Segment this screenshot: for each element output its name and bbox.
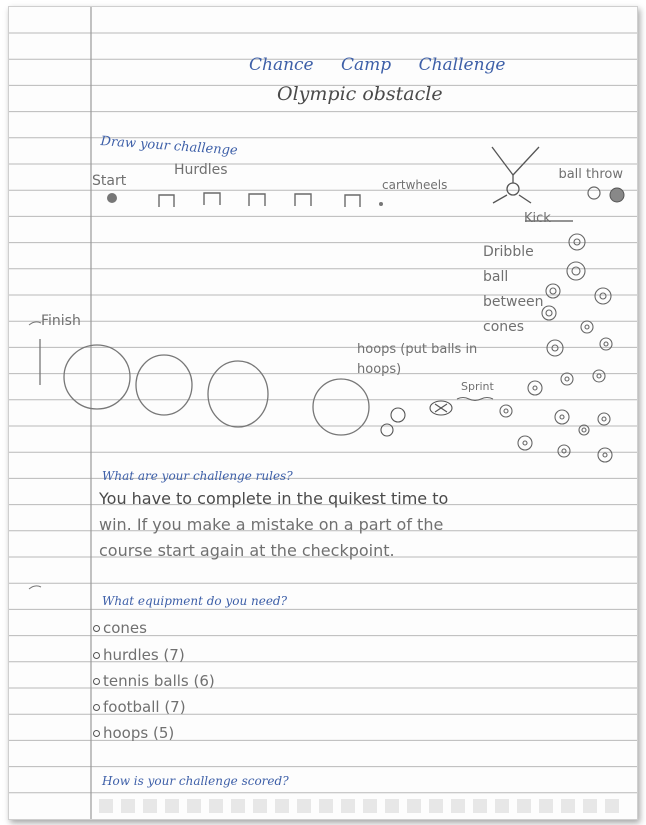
- dribble-label: Dribble ball between cones: [483, 244, 544, 335]
- bullet-icon: [93, 625, 100, 632]
- equipment-question: What equipment do you need?: [102, 594, 288, 608]
- bullet-icon: [93, 678, 100, 685]
- rules-question: What are your challenge rules?: [102, 469, 293, 483]
- hurdles-label: Hurdles: [174, 162, 228, 178]
- equipment-item: hoops (5): [93, 726, 174, 741]
- ball-throw-label: ball throw: [558, 167, 623, 182]
- worksheet-title: Chance Camp Challenge: [249, 55, 506, 75]
- equipment-item: football (7): [93, 700, 186, 715]
- hurdle: [345, 195, 360, 207]
- draw-heading: Draw your challenge: [100, 134, 239, 159]
- kick-crossed-label: Kick: [524, 211, 551, 226]
- hoops-label: hoops (put balls in hoops): [357, 342, 478, 377]
- bullet-icon: [93, 652, 100, 659]
- equipment-item: hurdles (7): [93, 648, 185, 663]
- balls-near-hoops: [381, 401, 452, 436]
- challenge-name: Olympic obstacle: [277, 83, 443, 105]
- cartwheel-figure: [492, 147, 539, 203]
- equipment-item: cones: [93, 621, 147, 636]
- sprint-label: Sprint: [461, 380, 494, 393]
- hurdle: [204, 193, 220, 205]
- ball: [588, 187, 600, 199]
- hurdles-row: [159, 193, 360, 207]
- start-marker: [107, 193, 117, 203]
- sprint-underline: [457, 398, 493, 401]
- hurdle: [295, 194, 311, 206]
- scoring-question: How is your challenge scored?: [102, 774, 289, 788]
- rules-line-1: You have to complete in the quikest time to: [99, 489, 449, 508]
- rules-line-2: win. If you make a mistake on a part of the: [99, 515, 444, 534]
- hurdle: [159, 195, 174, 207]
- worksheet-page: [8, 6, 638, 820]
- finish-label: Finish: [41, 313, 81, 329]
- cartwheel-dot: [379, 202, 383, 206]
- hoops-row: [64, 345, 369, 435]
- bullet-icon: [93, 704, 100, 711]
- cartwheels-label: cartwheels: [382, 178, 448, 192]
- cut-off-answer: [99, 799, 619, 813]
- hurdle: [249, 194, 265, 206]
- rules-line-3: course start again at the checkpoint.: [99, 541, 395, 560]
- bullet-icon: [93, 730, 100, 737]
- start-label: Start: [92, 173, 127, 189]
- ball: [610, 188, 624, 202]
- equipment-item: tennis balls (6): [93, 674, 215, 689]
